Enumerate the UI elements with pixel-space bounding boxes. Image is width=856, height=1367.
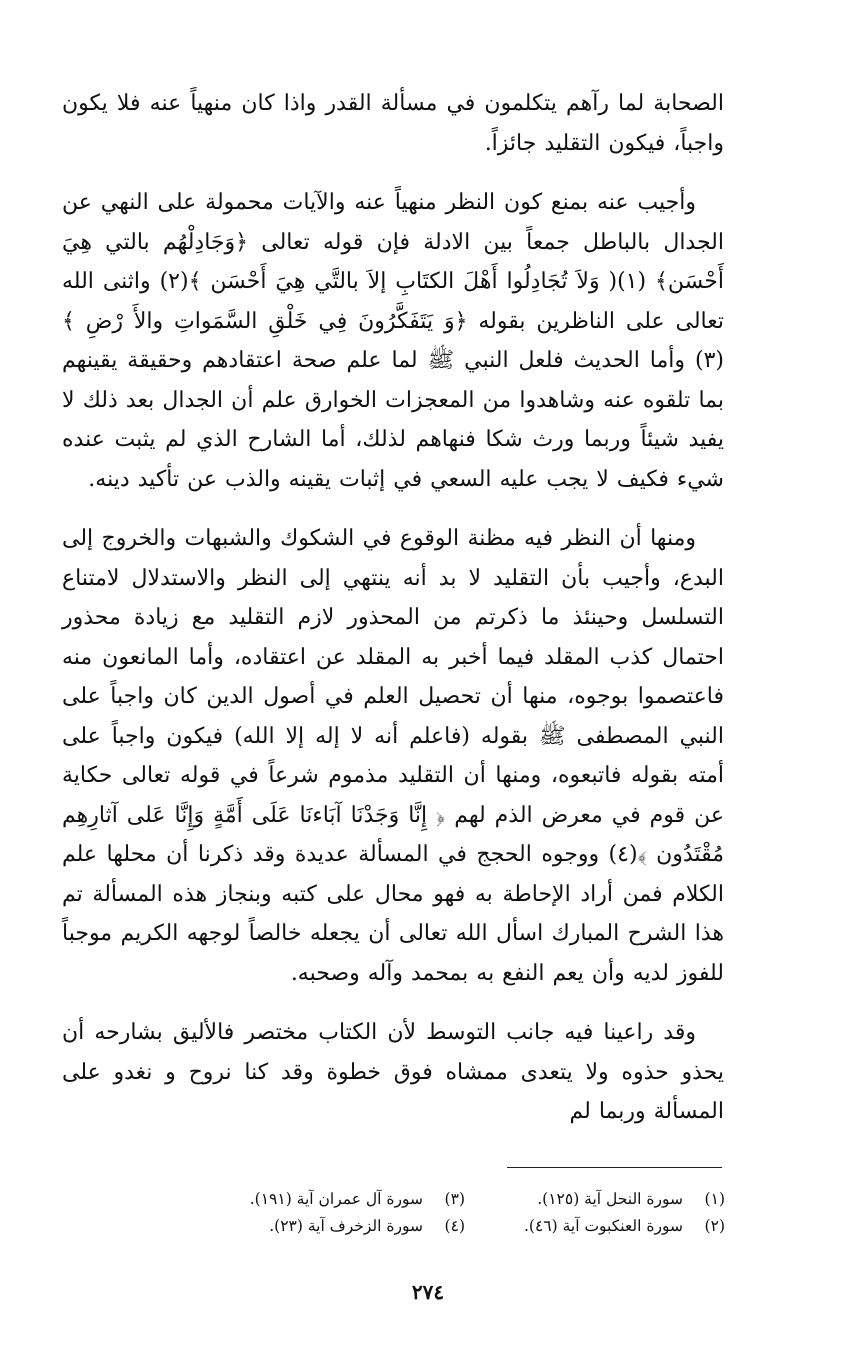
paragraph-3: ومنها أن النظر فيه مظنة الوقوع في الشكوك والشبهات والخروج إلى البدع، وأجيب بأن التقليد لا بد أنه ينتهي إلى النظر والاستدلال لامتناع التسلسل وحينئذ ما ذكرتم من المحذور لازم التقليد مع زيادة محذور احتمال كذب المقلد فيما أخبر به المقلد عن اعتقاده، وأما المانعون منه فاعتصموا بوجوه، منها أن تحصيل العلم في أصول الدين كان واجباً على النبي المصطفى ﷺ بقوله (فاعلم أنه لا إله إلا الله) فيكون واجباً على أمته بقوله فاتبعوه، ومنها أن التقليد مذموم شرعاً في قوله تعالى حكاية عن قوم في معرض الذم لهم ﴿ إِنَّا وَجَدْنَا آبَاءنَا عَلَى أَمَّةٍ وَإِنَّا عَلى آثارِهِم مُقْتَدُون ﴾(٤) ووجوه الحجج في المسألة عديدة وقد ذكرنا أن محلها علم الكلام فمن أراد الإحاطة به فهو محال على كتبه وبنجاز هذه المسألة تم هذا الشرح المبارك اسأل الله تعالى أن يجعله خالصاً لوجهه الكريم موجباً للفوز لديه وأن يعم النفع به بمحمد وآله وصحبه. bbox=[62, 526, 724, 986]
paragraph-2: وأجيب عنه بمنع كون النظر منهياً عنه والآيات محمولة على النهي عن الجدال بالباطل جمعاً بين الادلة فإن قوله تعالى ﴿وَجَادِلْهُم بالتي هِيَ أَحْسَن﴾ (١)( وَلاَ تُجَادِلُوا أَهْلَ الكتَابِ إلاَ بالتَّي هِيَ أَحْسَن ﴾(٢) واثنى الله تعالى على الناظرين بقوله ﴿وَ يَتَفَكَّرُونَ فِي خَلْقِ السَّمَواتِ والأَ رْضِ ﴾ (٣) وأما الحديث فلعل النبي ﷺ لما علم صحة اعتقادهم وحقيقة يقينهم بما تلقوه عنه وشاهدوا من المعجزات الخوارق علم أن الجدال بعد ذلك لا يفيد شيئاً وربما ورث شكا فنهاهم لذلك، أما الشارح الذي لم يثبت عنده شيء فكيف لا يجب عليه السعي في إثبات يقينه والذب عن تأكيد دينه. bbox=[62, 190, 724, 492]
footnote-number: (٤) bbox=[444, 1217, 465, 1235]
footnote-row bbox=[170, 1213, 725, 1240]
page-number: ٢٧٤ bbox=[411, 1280, 445, 1304]
footnote-text: سورة الزخرف آية (٢٣). bbox=[269, 1217, 423, 1235]
footnote-1 bbox=[465, 1186, 725, 1213]
paragraph-1: الصحابة لما رآهم يتكلمون في مسألة القدر واذا كان منهياً عنه فلا يكون واجباً، فيكون التقليد جائزاً. bbox=[62, 91, 724, 156]
footnotes bbox=[170, 1186, 725, 1240]
footnote-number: (٣) bbox=[444, 1190, 465, 1208]
footnote-3 bbox=[205, 1186, 465, 1213]
footnote-separator bbox=[507, 1167, 722, 1168]
footnote-2 bbox=[465, 1213, 725, 1240]
footnote-4 bbox=[205, 1213, 465, 1240]
footnote-row bbox=[170, 1186, 725, 1213]
footnote-text: سورة آل عمران آية (١٩١). bbox=[249, 1190, 423, 1208]
footnote-text: سورة العنكبوت آية (٤٦). bbox=[523, 1217, 683, 1235]
footnote-number: (٢) bbox=[704, 1217, 725, 1235]
footnote-number: (١) bbox=[704, 1190, 725, 1208]
page-body bbox=[62, 84, 724, 1152]
paragraph-4: وقد راعينا فيه جانب التوسط لأن الكتاب مختصر فالأليق بشارحه أن يحذو حذوه ولا يتعدى ممشاه فوق خطوة وقد كنا نروح و نغدو على المسألة وربما لم bbox=[62, 1020, 724, 1124]
footnote-text: سورة النحل آية (١٢٥). bbox=[537, 1190, 683, 1208]
